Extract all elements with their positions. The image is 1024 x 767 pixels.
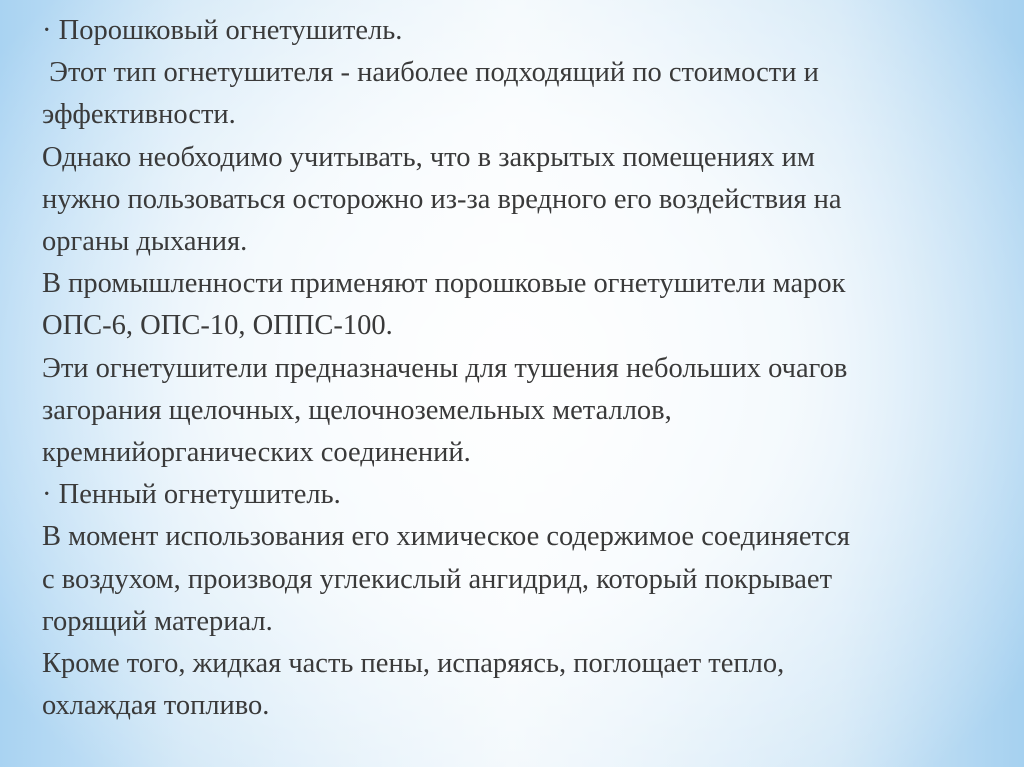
text-line: охлаждая топливо. bbox=[42, 690, 270, 722]
text-line: с воздухом, производя углекислый ангидрид, который покрывает bbox=[42, 563, 833, 595]
slide-text-block bbox=[42, 10, 1017, 727]
text-line: В момент использования его химическое содержимое соединяется bbox=[42, 521, 851, 553]
text-line-foam-heading: · Пенный огнетушитель. bbox=[42, 479, 341, 511]
text-line: Эти огнетушители предназначены для тушения небольших очагов bbox=[42, 352, 848, 384]
text-line: Однако необходимо учитывать, что в закрытых помещениях им bbox=[42, 141, 815, 173]
text-line: нужно пользоваться осторожно из-за вредного его воздействия на bbox=[42, 183, 842, 215]
text-line-powder-heading: · Порошковый огнетушитель. bbox=[42, 15, 403, 46]
text-line: ОПС-6, ОПС-10, ОППС-100. bbox=[42, 310, 393, 342]
text-line: В промышленности применяют порошковые огнетушители марок bbox=[42, 268, 846, 300]
text-line: горящий материал. bbox=[42, 605, 273, 637]
text-line: эффективности. bbox=[42, 99, 236, 131]
text-line: Кроме того, жидкая часть пены, испаряясь, поглощает тепло, bbox=[42, 648, 785, 680]
text-line: органы дыхания. bbox=[42, 226, 248, 258]
text-line: загорания щелочных, щелочноземельных металлов, bbox=[42, 394, 672, 426]
text-line: Этот тип огнетушителя - наиболее подходящий по стоимости и bbox=[42, 57, 819, 89]
text-line: кремнийорганических соединений. bbox=[42, 437, 471, 469]
